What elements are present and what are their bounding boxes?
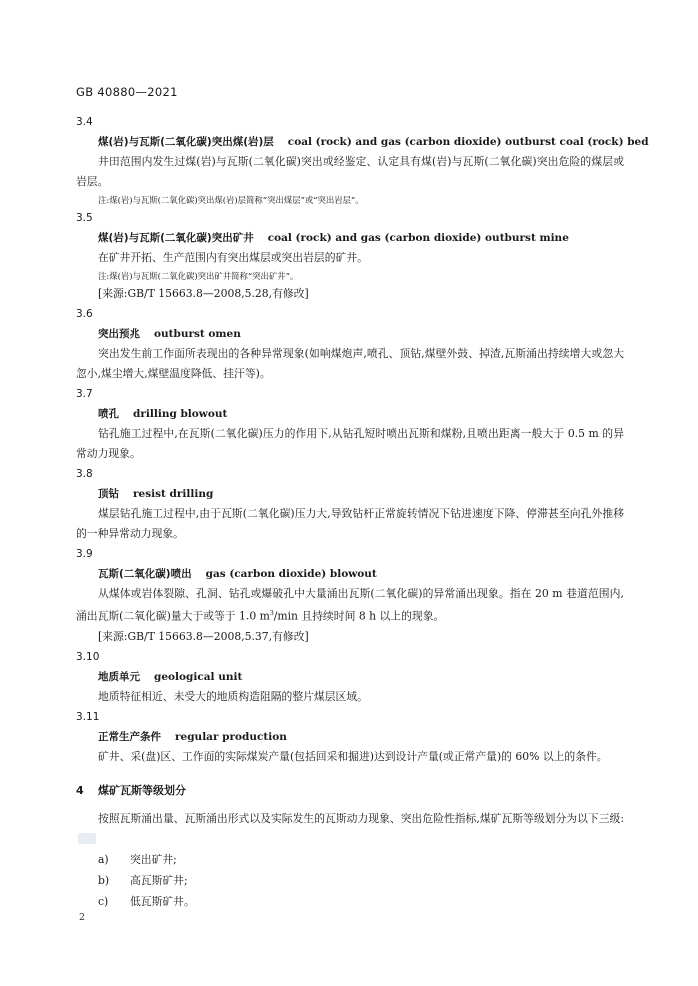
term-definition: 突出发生前工作面所表现出的各种异常现象(如响煤炮声,喷孔、顶钻,煤壁外鼓、掉渣,瓦斯涌出持续增大或忽大忽小,煤尘增大,煤壁温度降低、挂汗等)。 [76,347,624,380]
page-number: 2 [79,912,86,923]
term-heading [76,404,624,424]
term-definition: 矿井、采(盘)区、工作面的实际煤炭产量(包括回采和掘进)达到设计产量(或正常产量)的 60% 以上的条件。 [98,749,608,763]
list-item-text: 高瓦斯矿井; [130,873,188,887]
cubic-superscript: 3 [269,610,274,617]
term-definition: 井田范围内发生过煤(岩)与瓦斯(二氧化碳)突出或经鉴定、认定具有煤(岩)与瓦斯(二氧化碳)突出危险的煤层或岩层。 [76,155,624,188]
term-3-6 [76,304,624,384]
term-number: 3.8 [76,468,93,480]
term-chinese-title: 顶钻 [98,488,119,500]
term-chinese-title: 喷孔 [98,408,119,420]
list-item [76,849,624,870]
definition-part: 从煤体或岩体裂隙、孔洞、钻孔或爆破孔中大量涌出瓦斯(二氧化碳)的异常涌出现象。指在 20 m 巷道范围内,涌出瓦斯(二氧化碳)量大于或等于 1.0 m [76,587,624,623]
term-heading [76,324,624,344]
term-3-8 [76,464,624,544]
term-note: 注:煤(岩)与瓦斯(二氧化碳)突出煤(岩)层简称“突出煤层”或“突出岩层”。 [98,195,364,205]
watermark-icon [78,833,96,844]
term-source: [来源:GB/T 15663.8—2008,5.28,有修改] [98,287,309,300]
term-english-title: resist drilling [133,488,214,500]
list-item [76,870,624,891]
term-heading [76,564,624,584]
section-number: 4 [76,783,84,797]
term-definition: 钻孔施工过程中,在瓦斯(二氧化碳)压力的作用下,从钻孔短时喷出瓦斯和煤粉,且喷出距离一般大于 0.5 m 的异常动力现象。 [76,427,624,460]
term-definition [76,584,624,627]
term-english-title: outburst omen [154,328,241,340]
term-heading [76,727,624,747]
list-item-text: 突出矿井; [130,852,177,866]
list-item [76,891,624,912]
term-chinese-title: 突出预兆 [98,328,140,340]
term-3-5 [76,208,624,304]
term-chinese-title: 地质单元 [98,670,140,683]
term-number: 3.10 [76,650,100,663]
term-3-11 [76,707,624,767]
term-number: 3.11 [76,710,100,723]
term-number: 3.9 [76,548,93,560]
term-english-title: geological unit [154,670,243,683]
term-chinese-title: 煤(岩)与瓦斯(二氧化碳)突出矿井 [98,232,254,244]
document-body [76,112,649,912]
grade-list [76,849,624,912]
term-3-7 [76,384,624,464]
term-english-title: drilling blowout [133,408,228,420]
term-chinese-title: 正常生产条件 [98,730,161,743]
term-english-title: regular production [175,730,287,743]
list-item-label: a) [98,852,109,866]
intro-text: 按照瓦斯涌出量、瓦斯涌出形式以及实际发生的瓦斯动力现象、突出危险性指标,煤矿瓦斯等级划分为以下三级: [98,811,624,825]
term-definition: 地质特征相近、未受大的地质构造阻隔的整片煤层区域。 [98,689,368,703]
term-chinese-title: 瓦斯(二氧化碳)喷出 [98,568,192,580]
term-english-title: gas (carbon dioxide) blowout [205,568,377,580]
term-heading [76,132,649,152]
term-heading [76,484,624,504]
term-number: 3.5 [76,212,93,224]
term-english-title: coal (rock) and gas (carbon dioxide) outburst coal (rock) bed [287,136,649,148]
term-note: 注:煤(岩)与瓦斯(二氧化碳)突出矿井简称“突出矿井”。 [98,271,299,281]
section-title: 煤矿瓦斯等级划分 [98,783,186,797]
term-number: 3.6 [76,308,93,320]
list-item-text: 低瓦斯矿井。 [130,894,195,908]
term-heading [76,667,624,687]
section-4-intro [76,809,624,849]
section-4-heading [76,781,624,801]
term-number: 3.4 [76,116,93,128]
term-definition: 在矿井开拓、生产范围内有突出煤层或突出岩层的矿井。 [98,251,368,264]
term-english-title: coal (rock) and gas (carbon dioxide) outburst mine [267,232,569,244]
term-3-10 [76,647,624,707]
term-heading [76,228,624,248]
term-definition: 煤层钻孔施工过程中,由于瓦斯(二氧化碳)压力大,导致钻杆正常旋转情况下钻进速度下降、停滞甚至向孔外推移的一种异常动力现象。 [76,507,624,540]
term-3-9 [76,544,624,647]
term-3-4 [76,112,649,208]
standard-code-header: GB 40880—2021 [76,85,178,99]
term-chinese-title: 煤(岩)与瓦斯(二氧化碳)突出煤(岩)层 [98,136,274,148]
term-number: 3.7 [76,388,93,400]
list-item-label: c) [98,894,109,908]
term-source: [来源:GB/T 15663.8—2008,5.37,有修改] [98,629,309,643]
list-item-label: b) [98,873,110,887]
definition-part: /min 且持续时间 8 h 以上的现象。 [273,609,445,623]
